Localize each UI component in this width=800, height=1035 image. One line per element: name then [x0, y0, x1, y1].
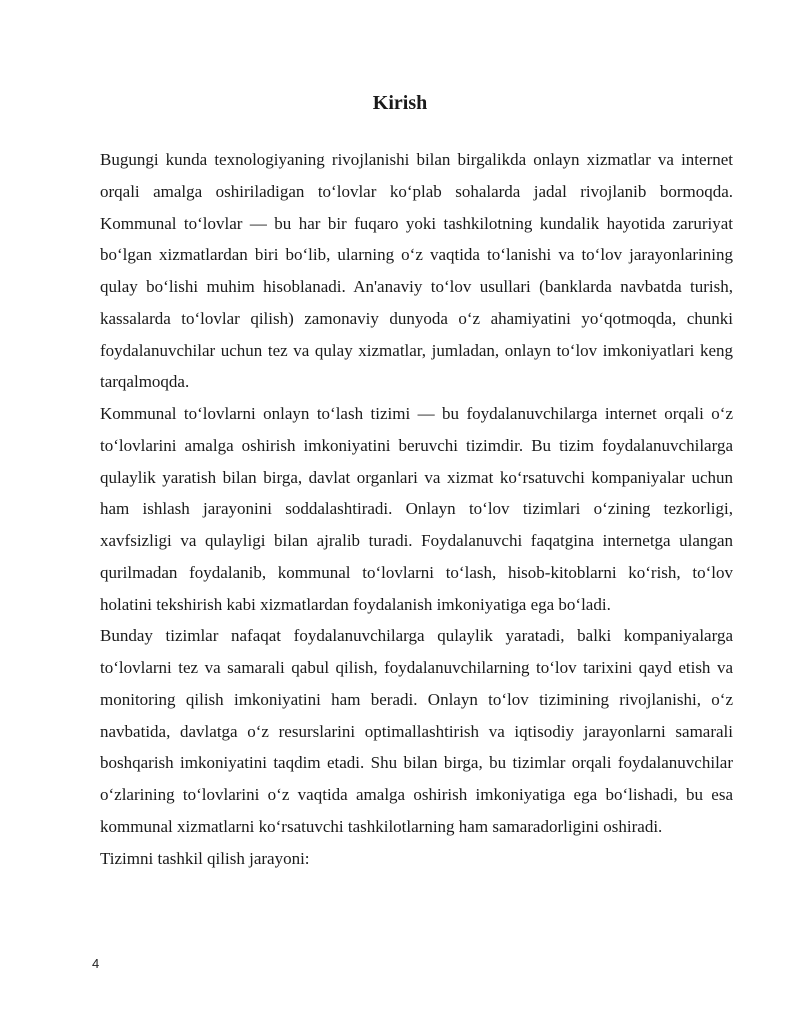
document-body: [100, 144, 733, 874]
page-title: Kirish: [372, 92, 428, 114]
page-number: 4: [92, 956, 100, 971]
section-lead-line: Tizimni tashkil qilish jarayoni:: [100, 848, 310, 868]
paragraph-3: Bunday tizimlar nafaqat foydalanuvchilarga qulaylik yaratadi, balki kompaniyalarga to‘lovlarni tez va samarali qabul qilish, foydalanuvchilarning to‘lov tarixini qayd etish va monitoring qilish imkoniyatini ham beradi. Onlayn to‘lov tizimining rivojlanishi, o‘z navbatida, davlatga o‘z resurslarini optimallashtirish va iqtisodiy jarayonlarni samarali boshqarish imkoniyatini taqdim etadi. Shu bilan birga, bu tizimlar orqali foydalanuvchilar o‘zlarining to‘lovlarini o‘z vaqtida amalga oshirish imkoniyatiga ega bo‘lishadi, bu esa kommunal xizmatlarni ko‘rsatuvchi tashkilotlarning ham samaradorligini oshiradi.: [100, 626, 733, 836]
paragraph-2: Kommunal to‘lovlarni onlayn to‘lash tizimi — bu foydalanuvchilarga internet orqali o‘z to‘lovlarini amalga oshirish imkoniyatini beruvchi tizimdir. Bu tizim foydalanuvchilarga qulaylik yaratish bilan birga, davlat organlari va xizmat ko‘rsatuvchi kompaniyalar uchun ham ishlash jarayonini soddalashtiradi. Onlayn to‘lov tizimlari o‘zining tezkorligi, xavfsizligi va qulayligi bilan ajralib turadi. Foydalanuvchi faqatgina internetga ulangan qurilmadan foydalanib, kommunal to‘lovlarni to‘lash, hisob-kitoblarni ko‘rish, to‘lov holatini tekshirish kabi xizmatlardan foydalanish imkoniyatiga ega bo‘ladi.: [100, 404, 733, 614]
paragraph-1: Bugungi kunda texnologiyaning rivojlanishi bilan birgalikda onlayn xizmatlar va internet orqali amalga oshiriladigan to‘lovlar ko‘plab sohalarda jadal rivojlanib bormoqda. Kommunal to‘lovlar — bu har bir fuqaro yoki tashkilotning kundalik hayotida zaruriyat bo‘lgan xizmatlardan biri bo‘lib, ularning o‘z vaqtida to‘lanishi va to‘lov jarayonlarining qulay bo‘lishi muhim hisoblanadi. An'anaviy to‘lov usullari (banklarda navbatda turish, kassalarda to‘lovlar qilish) zamonaviy dunyoda o‘z ahamiyatini yo‘qotmoqda, chunki foydalanuvchilar uchun tez va qulay xizmatlar, jumladan, onlayn to‘lov imkoniyatlari keng tarqalmoqda.: [100, 150, 733, 392]
